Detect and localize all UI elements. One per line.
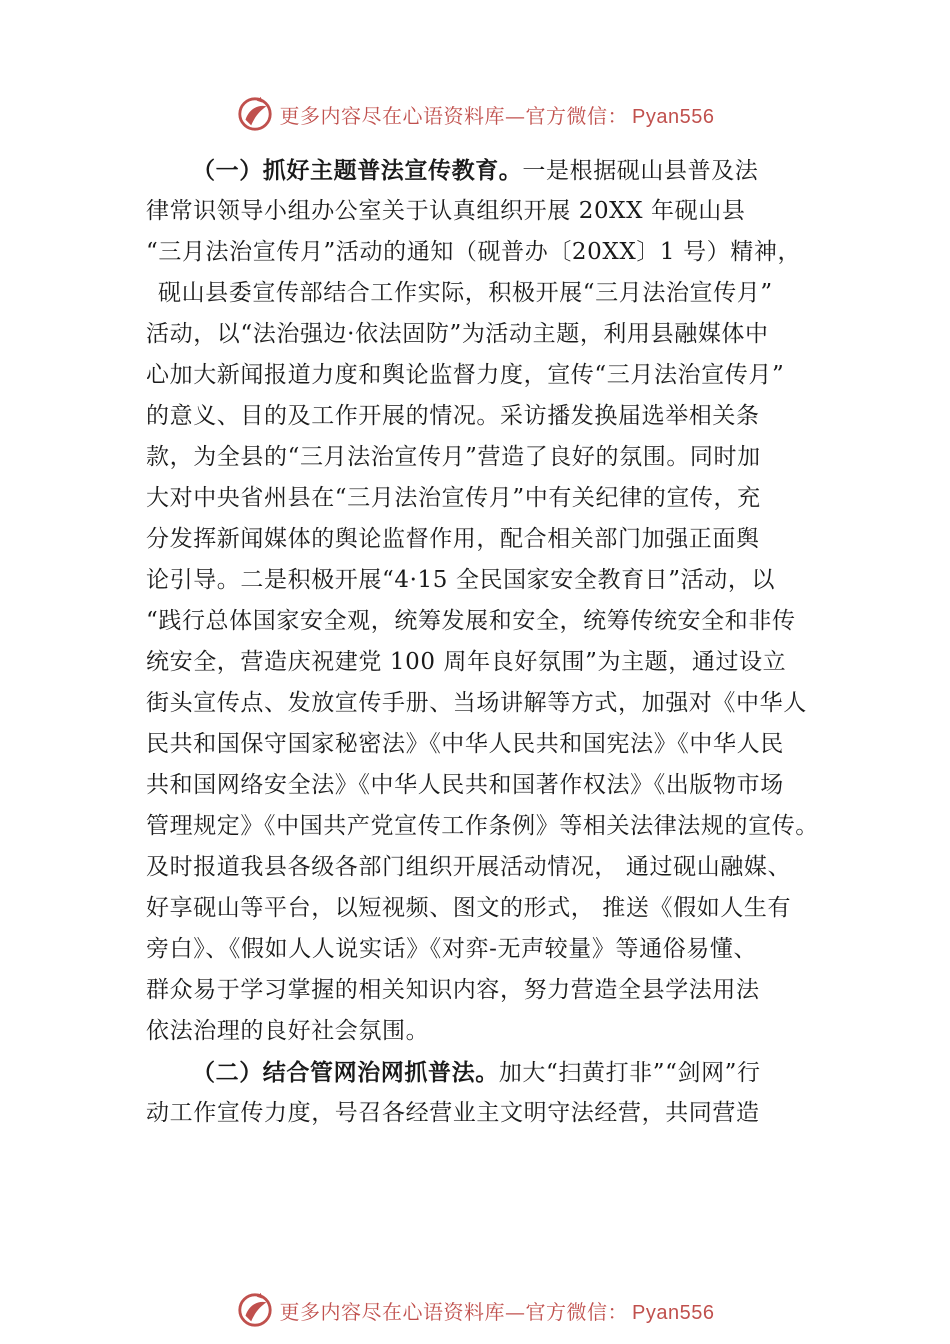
header-banner <box>0 94 950 134</box>
text-line: 旁白》、《假如人人说实话》《对弈-无声较量》等通俗易懂、 <box>146 936 758 962</box>
paragraph-2-first-line: （二）结合管网治网抓普法。加大“扫黄打非”“剑网”行 <box>192 1059 761 1086</box>
text-line: 群众易于学习掌握的相关知识内容，努力营造全县学法用法 <box>146 977 760 1003</box>
text-line: 动工作宣传力度，号召各经营业主文明守法经营，共同营造 <box>146 1100 760 1126</box>
text-line: 统安全，营造庆祝建党 100 周年良好氛围”为主题，通过设立 <box>146 649 787 675</box>
header-wechat-id: Pyan556 <box>632 105 715 128</box>
section-heading-1: （一）抓好主题普法宣传教育。 <box>192 157 523 184</box>
brand-logo-icon <box>236 1291 274 1329</box>
text-line: 共和国网络安全法》《中华人民共和国著作权法》《出版物市场 <box>146 772 784 798</box>
header-banner-text: 更多内容尽在心语资料库—官方微信： Pyan556 <box>279 103 715 128</box>
footer-wechat-id: Pyan556 <box>632 1301 715 1324</box>
text-line: 依法治理的良好社会氛围。 <box>146 1018 430 1044</box>
text-line: “践行总体国家安全观，统筹发展和安全，统筹传统安全和非传 <box>146 608 796 634</box>
text-line: 民共和国保守国家秘密法》《中华人民共和国宪法》《中华人民 <box>146 731 784 757</box>
text-line: 的意义、目的及工作开展的情况。采访播发换届选举相关条 <box>146 403 760 429</box>
text-line: 分发挥新闻媒体的舆论监督作用，配合相关部门加强正面舆 <box>146 526 760 552</box>
brand-logo-icon <box>236 95 274 133</box>
text-line: 砚山县委宣传部结合工作实际，积极开展“三月法治宣传月” <box>158 280 773 306</box>
text-line: 大对中央省州县在“三月法治宣传月”中有关纪律的宣传，充 <box>146 485 761 511</box>
text-line: 街头宣传点、发放宣传手册、当场讲解等方式，加强对《中华人 <box>146 690 807 716</box>
footer-banner <box>0 1290 950 1330</box>
text-line: 活动，以“法治强边·依法固防”为活动主题，利用县融媒体中 <box>146 321 769 347</box>
paragraph-1-first-line: （一）抓好主题普法宣传教育。一是根据砚山县普及法 <box>192 157 759 184</box>
text-line: 款，为全县的“三月法治宣传月”营造了良好的氛围。同时加 <box>146 444 761 470</box>
footer-banner-text: 更多内容尽在心语资料库—官方微信： Pyan556 <box>279 1299 715 1324</box>
text-line: 好享砚山等平台，以短视频、图文的形式， 推送《假如人生有 <box>146 895 792 921</box>
text-line: “三月法治宣传月”活动的通知（砚普办〔20XX〕1 号）精神， <box>146 239 802 265</box>
text-line: 管理规定》《中国共产党宣传工作条例》等相关法律法规的宣传。 <box>146 813 819 839</box>
section-heading-2: （二）结合管网治网抓普法。 <box>192 1059 499 1086</box>
text-line: 及时报道我县各级各部门组织开展活动情况， 通过砚山融媒、 <box>146 854 792 880</box>
text-line: 心加大新闻报道力度和舆论监督力度，宣传“三月法治宣传月” <box>146 362 785 388</box>
text-line: 论引导。二是积极开展“4·15 全民国家安全教育日”活动，以 <box>146 567 776 593</box>
text-line: 律常识领导小组办公室关于认真组织开展 20XX 年砚山县 <box>146 198 746 224</box>
document-body <box>146 150 836 1134</box>
